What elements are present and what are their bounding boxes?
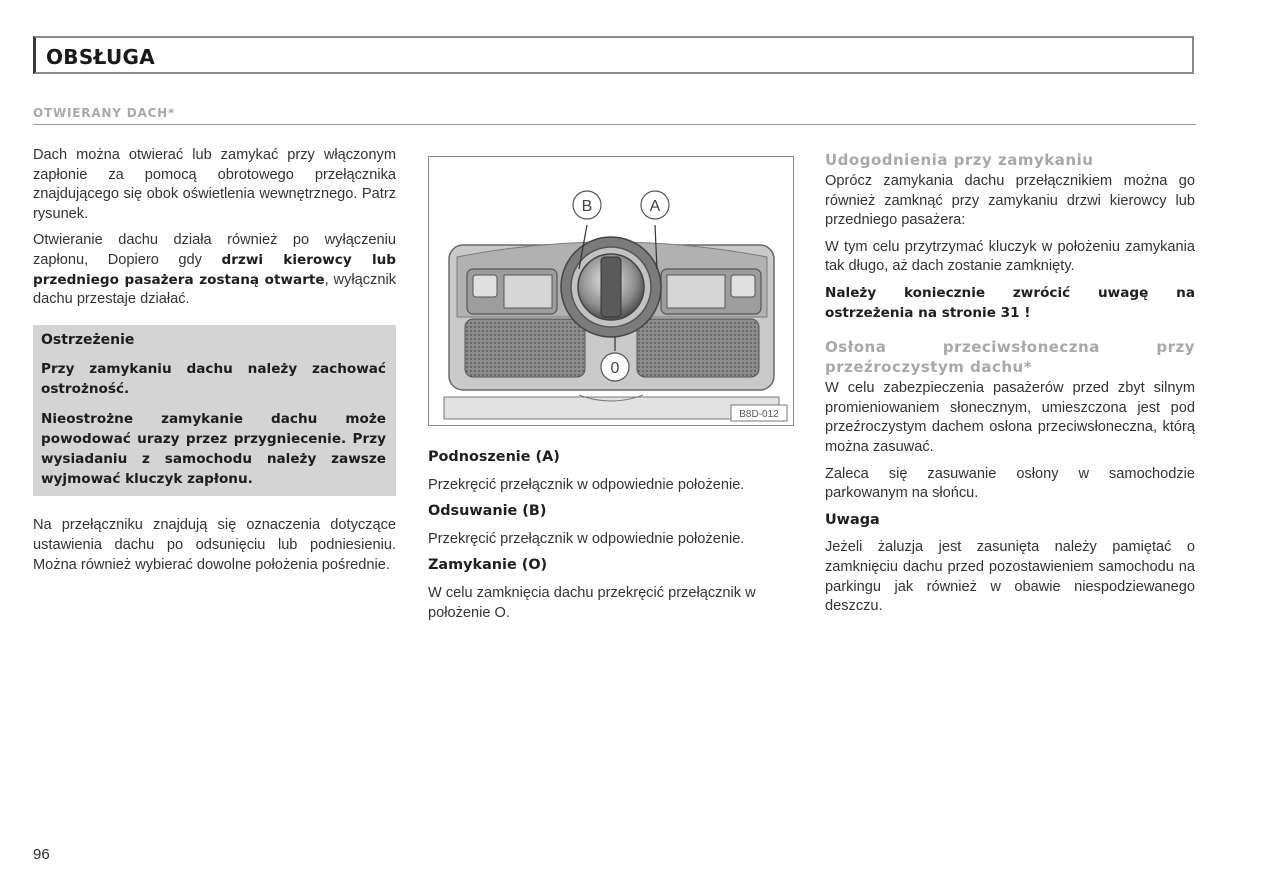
page-number: 96 [33,846,50,863]
left-light-switch [473,275,497,297]
heading-close: Zamykanie (O) [428,557,548,574]
section-divider [33,124,1196,125]
text-close: W celu zamknięcia dachu przekręcić przełącznik w położenie O. [428,584,756,621]
heading-raise: Podnoszenie (A) [428,449,560,465]
chapter-header-box [33,36,1194,74]
ignition-paragraph [33,231,396,309]
right-lamp-grille [637,319,759,377]
column-right [825,150,1195,624]
text-convenience-closing: Oprócz zamykania dachu przełącznikiem można go również zamknąć przy zamykaniu drzwi kierowcy lub przedniego pasażera: [825,173,1195,229]
ignition-paragraph-end: , wyłącznik dachu przestaje działać. [33,271,396,308]
knob-grip [601,257,621,317]
text-note: Jeżeli żaluzja jest zasunięta należy pamiętać o zamknięciu dachu przed pozostawieniem samochodu na parkingu jak również w obawie niespodziewanego deszczu. [825,539,1195,615]
warning-text-1: Przy zamykaniu dachu należy zachować ostrożność. [41,361,386,398]
callout-b-label: B [581,198,593,215]
warning-title: Ostrzeżenie [41,331,135,348]
roof-switch-illustration [429,157,794,426]
callout-a-label: A [649,198,661,215]
chapter-title: OBSŁUGA [46,45,156,69]
left-lamp-grille [465,319,585,377]
figure-code: B8D-012 [739,409,779,420]
column-left [33,146,396,582]
ignition-paragraph-bold: drzwi kierowcy lub przedniego pasażera zostaną otwarte [33,251,397,288]
heading-slide: Odsuwanie (B) [428,503,547,520]
left-lamp-button [504,275,552,308]
lower-trim [444,397,779,419]
heading-convenience-closing: Udogodnienia przy zamykaniu [825,151,1094,169]
section-label: OTWIERANY DACH* [33,106,176,120]
text-sunshade: W celu zabezpieczenia pasażerów przed zbyt silnym promieniowaniem słonecznym, umieszczona jest pod przeźroczystym dachem osłona przeciwsłoneczna, którą można zasuwać. [825,380,1195,455]
text-sunshade-recommendation: Zaleca się zasuwanie osłony w samochodzie parkowanym na słońcu. [825,465,1195,502]
right-light-switch [731,275,755,297]
text-hold-key: W tym celu przytrzymać kluczyk w położeniu zamykania tak długo, aż dach zostanie zamknięty. [825,238,1195,275]
warning-reference: Należy koniecznie zwrócić uwagę na ostrzeżenia na stronie 31 ! [825,284,1195,321]
callout-o-label: 0 [610,360,620,377]
ignition-paragraph-start: Otwieranie dachu działa również po wyłączeniu zapłonu, Dopiero gdy [33,232,396,268]
markings-paragraph: Na przełączniku znajdują się oznaczenia dotyczące ustawienia dachu po odsunięciu lub podniesieniu. Można również wybierać dowolne położenia pośrednie. [33,517,396,573]
right-lamp-button [667,275,725,308]
switch-figure [428,156,794,426]
warning-box [33,325,396,497]
column-middle [428,448,793,630]
heading-sunshade: Osłona przeciwsłoneczna przy przeźroczystym dachu* [825,338,1195,377]
intro-paragraph: Dach można otwierać lub zamykać przy włączonym zapłonie za pomocą obrotowego przełącznika znajdującego się obok oświetlenia wewnętrznego. Patrz rysunek. [33,147,396,222]
text-slide: Przekręcić przełącznik w odpowiednie położenie. [428,530,745,547]
heading-note: Uwaga [825,511,880,528]
warning-text-2: Nieostrożne zamykanie dachu może powodować urazy przez przygniecenie. Przy wysiadaniu z samochodu należy zawsze wyjmować kluczyk zapłonu. [41,411,386,488]
text-raise: Przekręcić przełącznik w odpowiednie położenie. [428,476,745,493]
